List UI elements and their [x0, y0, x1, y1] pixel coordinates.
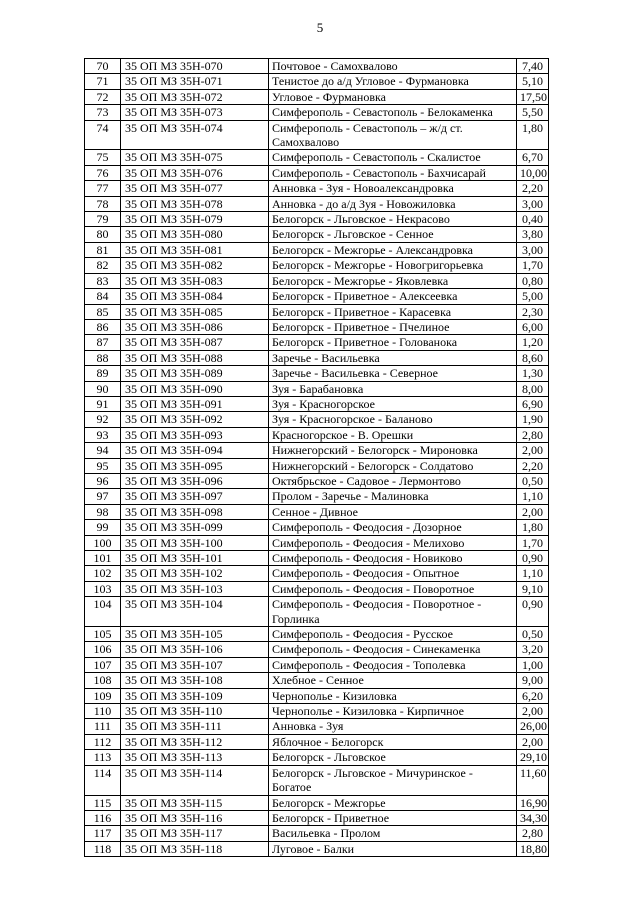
row-number: 118	[85, 841, 121, 856]
road-length: 0,40	[517, 212, 549, 227]
road-length: 2,00	[517, 504, 549, 519]
road-name: Симферополь - Феодосия - Поворотное - Горлинка	[269, 597, 517, 627]
road-code: 35 ОП МЗ 35Н-115	[121, 795, 269, 810]
table-row	[85, 719, 549, 734]
road-name: Белогорск - Льговское - Некрасово	[269, 212, 517, 227]
road-name: Яблочное - Белогорск	[269, 734, 517, 749]
table-row	[85, 642, 549, 657]
road-code: 35 ОП МЗ 35Н-087	[121, 335, 269, 350]
road-name: Белогорск - Межгорье	[269, 795, 517, 810]
road-length: 8,60	[517, 350, 549, 365]
road-length: 6,00	[517, 319, 549, 334]
road-length: 6,20	[517, 688, 549, 703]
road-code: 35 ОП МЗ 35Н-089	[121, 366, 269, 381]
road-code: 35 ОП МЗ 35Н-072	[121, 89, 269, 104]
road-code: 35 ОП МЗ 35Н-105	[121, 627, 269, 642]
road-length: 1,10	[517, 566, 549, 581]
road-length: 2,20	[517, 181, 549, 196]
road-length: 1,30	[517, 366, 549, 381]
road-name: Белогорск - Межгорье - Александровка	[269, 242, 517, 257]
table-row	[85, 734, 549, 749]
table-row	[85, 473, 549, 488]
road-length: 0,50	[517, 627, 549, 642]
table-row	[85, 810, 549, 825]
road-length: 9,00	[517, 673, 549, 688]
row-number: 97	[85, 489, 121, 504]
road-length: 3,00	[517, 196, 549, 211]
road-length: 11,60	[517, 765, 549, 795]
road-code: 35 ОП МЗ 35Н-097	[121, 489, 269, 504]
road-code: 35 ОП МЗ 35Н-086	[121, 319, 269, 334]
road-code: 35 ОП МЗ 35Н-074	[121, 120, 269, 150]
table-row	[85, 120, 549, 150]
road-code: 35 ОП МЗ 35Н-080	[121, 227, 269, 242]
table-row	[85, 350, 549, 365]
road-name: Симферополь - Севастополь – ж/д ст. Самохвалово	[269, 120, 517, 150]
table-row	[85, 688, 549, 703]
road-code: 35 ОП МЗ 35Н-090	[121, 381, 269, 396]
road-code: 35 ОП МЗ 35Н-073	[121, 105, 269, 120]
road-code: 35 ОП МЗ 35Н-078	[121, 196, 269, 211]
table-row	[85, 489, 549, 504]
road-code: 35 ОП МЗ 35Н-093	[121, 427, 269, 442]
row-number: 110	[85, 704, 121, 719]
road-code: 35 ОП МЗ 35Н-106	[121, 642, 269, 657]
road-name: Белогорск - Межгорье - Яковлевка	[269, 273, 517, 288]
road-code: 35 ОП МЗ 35Н-100	[121, 535, 269, 550]
road-length: 3,20	[517, 642, 549, 657]
road-name: Белогорск - Льговское - Мичуринское - Богатое	[269, 765, 517, 795]
table-row	[85, 566, 549, 581]
row-number: 84	[85, 289, 121, 304]
road-code: 35 ОП МЗ 35Н-110	[121, 704, 269, 719]
row-number: 83	[85, 273, 121, 288]
row-number: 104	[85, 597, 121, 627]
road-code: 35 ОП МЗ 35Н-081	[121, 242, 269, 257]
road-name: Симферополь - Феодосия - Новиково	[269, 551, 517, 566]
table-row	[85, 258, 549, 273]
road-code: 35 ОП МЗ 35Н-091	[121, 396, 269, 411]
table-row	[85, 59, 549, 74]
road-code: 35 ОП МЗ 35Н-102	[121, 566, 269, 581]
road-code: 35 ОП МЗ 35Н-096	[121, 473, 269, 488]
road-name: Хлебное - Сенное	[269, 673, 517, 688]
road-code: 35 ОП МЗ 35Н-116	[121, 810, 269, 825]
row-number: 88	[85, 350, 121, 365]
row-number: 106	[85, 642, 121, 657]
road-code: 35 ОП МЗ 35Н-099	[121, 520, 269, 535]
road-name: Симферополь - Феодосия - Тополевка	[269, 657, 517, 672]
row-number: 93	[85, 427, 121, 442]
road-code: 35 ОП МЗ 35Н-113	[121, 750, 269, 765]
table-row	[85, 750, 549, 765]
road-length: 1,20	[517, 335, 549, 350]
road-length: 5,50	[517, 105, 549, 120]
road-code: 35 ОП МЗ 35Н-075	[121, 150, 269, 165]
road-code: 35 ОП МЗ 35Н-092	[121, 412, 269, 427]
road-length: 1,80	[517, 520, 549, 535]
road-length: 5,00	[517, 289, 549, 304]
road-length: 2,80	[517, 427, 549, 442]
road-name: Луговое - Балки	[269, 841, 517, 856]
road-length: 5,10	[517, 74, 549, 89]
table-row	[85, 581, 549, 596]
row-number: 112	[85, 734, 121, 749]
road-length: 0,90	[517, 597, 549, 627]
road-name: Симферополь - Феодосия - Синекаменка	[269, 642, 517, 657]
table-row	[85, 627, 549, 642]
road-name: Заречье - Васильевка - Северное	[269, 366, 517, 381]
row-number: 109	[85, 688, 121, 703]
road-length: 16,90	[517, 795, 549, 810]
row-number: 102	[85, 566, 121, 581]
row-number: 108	[85, 673, 121, 688]
road-code: 35 ОП МЗ 35Н-107	[121, 657, 269, 672]
road-code: 35 ОП МЗ 35Н-101	[121, 551, 269, 566]
row-number: 87	[85, 335, 121, 350]
table-row	[85, 795, 549, 810]
road-length: 6,70	[517, 150, 549, 165]
table-row	[85, 427, 549, 442]
road-code: 35 ОП МЗ 35Н-071	[121, 74, 269, 89]
road-name: Симферополь - Феодосия - Русское	[269, 627, 517, 642]
road-length: 2,20	[517, 458, 549, 473]
road-code: 35 ОП МЗ 35Н-114	[121, 765, 269, 795]
row-number: 91	[85, 396, 121, 411]
row-number: 96	[85, 473, 121, 488]
road-code: 35 ОП МЗ 35Н-070	[121, 59, 269, 74]
road-name: Нижнегорский - Белогорск - Солдатово	[269, 458, 517, 473]
table-row	[85, 673, 549, 688]
road-name: Октябрьское - Садовое - Лермонтово	[269, 473, 517, 488]
row-number: 99	[85, 520, 121, 535]
road-code: 35 ОП МЗ 35Н-085	[121, 304, 269, 319]
road-length: 1,70	[517, 535, 549, 550]
row-number: 116	[85, 810, 121, 825]
road-name: Зуя - Барабановка	[269, 381, 517, 396]
road-name: Симферополь - Севастополь - Бахчисарай	[269, 165, 517, 180]
road-name: Симферополь - Феодосия - Поворотное	[269, 581, 517, 596]
table-row	[85, 227, 549, 242]
road-length: 2,00	[517, 704, 549, 719]
table-row	[85, 841, 549, 856]
row-number: 103	[85, 581, 121, 596]
road-name: Нижнегорский - Белогорск - Мироновка	[269, 443, 517, 458]
roads-table-body	[85, 59, 549, 857]
table-row	[85, 150, 549, 165]
road-length: 3,80	[517, 227, 549, 242]
road-length: 0,90	[517, 551, 549, 566]
table-row	[85, 74, 549, 89]
row-number: 80	[85, 227, 121, 242]
table-row	[85, 458, 549, 473]
road-length: 6,90	[517, 396, 549, 411]
table-row	[85, 504, 549, 519]
road-length: 9,10	[517, 581, 549, 596]
row-number: 82	[85, 258, 121, 273]
road-length: 29,10	[517, 750, 549, 765]
row-number: 86	[85, 319, 121, 334]
table-row	[85, 657, 549, 672]
road-name: Симферополь - Севастополь - Белокаменка	[269, 105, 517, 120]
road-code: 35 ОП МЗ 35Н-109	[121, 688, 269, 703]
road-length: 18,80	[517, 841, 549, 856]
row-number: 74	[85, 120, 121, 150]
road-name: Белогорск - Льговское - Сенное	[269, 227, 517, 242]
table-row	[85, 443, 549, 458]
road-name: Сенное - Дивное	[269, 504, 517, 519]
table-row	[85, 89, 549, 104]
row-number: 89	[85, 366, 121, 381]
row-number: 94	[85, 443, 121, 458]
row-number: 75	[85, 150, 121, 165]
roads-table	[84, 58, 549, 857]
road-length: 8,00	[517, 381, 549, 396]
row-number: 114	[85, 765, 121, 795]
road-name: Пролом - Заречье - Малиновка	[269, 489, 517, 504]
row-number: 85	[85, 304, 121, 319]
table-row	[85, 165, 549, 180]
road-length: 0,80	[517, 273, 549, 288]
road-length: 1,00	[517, 657, 549, 672]
table-row	[85, 381, 549, 396]
road-name: Белогорск - Межгорье - Новогригорьевка	[269, 258, 517, 273]
row-number: 92	[85, 412, 121, 427]
road-code: 35 ОП МЗ 35Н-112	[121, 734, 269, 749]
road-name: Чернополье - Кизиловка - Кирпичное	[269, 704, 517, 719]
row-number: 117	[85, 826, 121, 841]
road-name: Красногорское - В. Орешки	[269, 427, 517, 442]
road-code: 35 ОП МЗ 35Н-111	[121, 719, 269, 734]
road-code: 35 ОП МЗ 35Н-117	[121, 826, 269, 841]
row-number: 113	[85, 750, 121, 765]
road-name: Белогорск - Приветное - Пчелиное	[269, 319, 517, 334]
table-row	[85, 765, 549, 795]
road-name: Зуя - Красногорское	[269, 396, 517, 411]
road-code: 35 ОП МЗ 35Н-088	[121, 350, 269, 365]
road-name: Анновка - до а/д Зуя - Новожиловка	[269, 196, 517, 211]
row-number: 79	[85, 212, 121, 227]
road-code: 35 ОП МЗ 35Н-104	[121, 597, 269, 627]
road-code: 35 ОП МЗ 35Н-095	[121, 458, 269, 473]
table-row	[85, 520, 549, 535]
row-number: 70	[85, 59, 121, 74]
road-name: Почтовое - Самохвалово	[269, 59, 517, 74]
road-code: 35 ОП МЗ 35Н-083	[121, 273, 269, 288]
row-number: 101	[85, 551, 121, 566]
road-name: Зуя - Красногорское - Баланово	[269, 412, 517, 427]
row-number: 78	[85, 196, 121, 211]
road-code: 35 ОП МЗ 35Н-077	[121, 181, 269, 196]
table-row	[85, 551, 549, 566]
row-number: 81	[85, 242, 121, 257]
row-number: 95	[85, 458, 121, 473]
road-code: 35 ОП МЗ 35Н-094	[121, 443, 269, 458]
table-row	[85, 396, 549, 411]
table-row	[85, 212, 549, 227]
road-name: Белогорск - Приветное - Голованока	[269, 335, 517, 350]
road-name: Тенистое до а/д Угловое - Фурмановка	[269, 74, 517, 89]
road-name: Белогорск - Приветное	[269, 810, 517, 825]
road-name: Чернополье - Кизиловка	[269, 688, 517, 703]
road-name: Белогорск - Приветное - Карасевка	[269, 304, 517, 319]
row-number: 76	[85, 165, 121, 180]
table-row	[85, 535, 549, 550]
row-number: 73	[85, 105, 121, 120]
road-code: 35 ОП МЗ 35Н-076	[121, 165, 269, 180]
row-number: 77	[85, 181, 121, 196]
road-name: Белогорск - Льговское	[269, 750, 517, 765]
road-name: Анновка - Зуя - Новоалександровка	[269, 181, 517, 196]
road-name: Заречье - Васильевка	[269, 350, 517, 365]
road-length: 1,90	[517, 412, 549, 427]
road-length: 3,00	[517, 242, 549, 257]
road-name: Симферополь - Феодосия - Мелихово	[269, 535, 517, 550]
table-row	[85, 242, 549, 257]
table-row	[85, 181, 549, 196]
road-length: 1,80	[517, 120, 549, 150]
road-code: 35 ОП МЗ 35Н-084	[121, 289, 269, 304]
table-row	[85, 597, 549, 627]
road-length: 2,80	[517, 826, 549, 841]
table-row	[85, 335, 549, 350]
page-number: 5	[316, 20, 324, 35]
road-length: 10,00	[517, 165, 549, 180]
table-row	[85, 319, 549, 334]
road-name: Симферополь - Феодосия - Дозорное	[269, 520, 517, 535]
road-name: Васильевка - Пролом	[269, 826, 517, 841]
road-code: 35 ОП МЗ 35Н-118	[121, 841, 269, 856]
road-length: 2,30	[517, 304, 549, 319]
road-length: 26,00	[517, 719, 549, 734]
road-name: Белогорск - Приветное - Алексеевка	[269, 289, 517, 304]
table-row	[85, 304, 549, 319]
road-length: 7,40	[517, 59, 549, 74]
row-number: 98	[85, 504, 121, 519]
road-code: 35 ОП МЗ 35Н-103	[121, 581, 269, 596]
table-row	[85, 289, 549, 304]
row-number: 105	[85, 627, 121, 642]
road-code: 35 ОП МЗ 35Н-082	[121, 258, 269, 273]
road-length: 2,00	[517, 443, 549, 458]
road-length: 1,10	[517, 489, 549, 504]
row-number: 90	[85, 381, 121, 396]
table-row	[85, 196, 549, 211]
row-number: 100	[85, 535, 121, 550]
row-number: 115	[85, 795, 121, 810]
road-name: Анновка - Зуя	[269, 719, 517, 734]
road-name: Симферополь - Феодосия - Опытное	[269, 566, 517, 581]
road-length: 2,00	[517, 734, 549, 749]
row-number: 107	[85, 657, 121, 672]
table-row	[85, 412, 549, 427]
road-code: 35 ОП МЗ 35Н-079	[121, 212, 269, 227]
table-row	[85, 105, 549, 120]
road-length: 34,30	[517, 810, 549, 825]
road-code: 35 ОП МЗ 35Н-098	[121, 504, 269, 519]
road-name: Угловое - Фурмановка	[269, 89, 517, 104]
road-code: 35 ОП МЗ 35Н-108	[121, 673, 269, 688]
table-row	[85, 366, 549, 381]
row-number: 71	[85, 74, 121, 89]
table-row	[85, 704, 549, 719]
table-row	[85, 826, 549, 841]
row-number: 72	[85, 89, 121, 104]
road-length: 0,50	[517, 473, 549, 488]
road-length: 17,50	[517, 89, 549, 104]
road-length: 1,70	[517, 258, 549, 273]
row-number: 111	[85, 719, 121, 734]
road-name: Симферополь - Севастополь - Скалистое	[269, 150, 517, 165]
table-row	[85, 273, 549, 288]
